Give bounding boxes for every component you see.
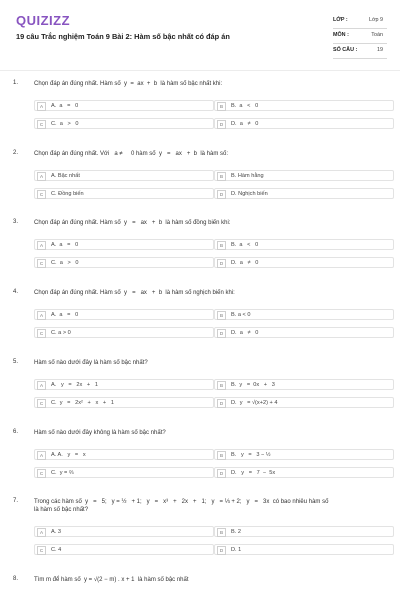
option-text: C. a > 0 [51,330,71,336]
answer-option-d[interactable] [214,118,394,129]
option-letter-box: B [217,451,226,460]
answer-option-a[interactable] [34,239,214,250]
question-text: Chọn đáp án đúng nhất. Hàm số y = ax + b là hàm số đồng biến khi: [34,220,231,226]
option-text: C. a > 0 [51,121,79,127]
meta-label: MÔN : [333,32,349,38]
question-number: 6. [13,429,19,435]
option-text: A. 3 [51,529,61,535]
answer-option-b[interactable] [214,449,394,460]
option-text: D. a ≠ 0 [231,121,259,127]
meta-label: LỚP : [333,17,348,23]
option-letter-box: C [37,120,46,129]
question-number: 5. [13,359,19,365]
option-letter-box: D [217,469,226,478]
option-text: B. a < 0 [231,242,259,248]
option-letter-box: B [217,102,226,111]
option-text: D. a ≠ 0 [231,330,259,336]
answer-option-b[interactable] [214,379,394,390]
meta-label: SỐ CÂU : [333,47,358,53]
option-letter-box: A [37,311,46,320]
option-text: C. Đồng biến [51,191,84,197]
option-text: D. 1 [231,547,242,553]
worksheet-header [0,0,400,64]
answer-option-c[interactable] [34,257,214,268]
answer-option-c[interactable] [34,118,214,129]
option-text: C. a > 0 [51,260,79,266]
option-text: C. y = ⅔ [51,470,74,476]
option-letter-box: C [37,399,46,408]
option-letter-box: A [37,172,46,181]
option-text: A. A. y = x [51,452,86,458]
answer-option-d[interactable] [214,257,394,268]
answer-option-a[interactable] [34,170,214,181]
question-number: 1. [13,80,19,86]
question-text: Hàm số nào dưới đây là hàm số bậc nhất? [34,360,148,366]
question-text: Hàm số nào dưới đây không là hàm số bậc nhất? [34,430,166,436]
option-letter-box: C [37,259,46,268]
option-letter-box: D [217,190,226,199]
answer-option-c[interactable] [34,327,214,338]
question-number: 4. [13,289,19,295]
option-letter-box: D [217,120,226,129]
answer-option-a[interactable] [34,309,214,320]
answer-option-b[interactable] [214,100,394,111]
option-letter-box: B [217,528,226,537]
option-letter-box: C [37,469,46,478]
option-letter-box: B [217,381,226,390]
question-number: 2. [13,150,19,156]
option-letter-box: D [217,259,226,268]
option-letter-box: A [37,451,46,460]
answer-option-d[interactable] [214,397,394,408]
answer-option-b[interactable] [214,526,394,537]
option-text: B. 2 [231,529,241,535]
meta-subject [333,29,387,44]
option-text: B. a < 0 [231,312,251,318]
option-letter-box: B [217,172,226,181]
answer-option-c[interactable] [34,544,214,555]
answer-option-a[interactable] [34,100,214,111]
answer-option-c[interactable] [34,397,214,408]
option-text: B. y = 0x + 3 [231,382,275,388]
option-text: C. y = 2x² + x + 1 [51,400,114,406]
option-text: D. Nghịch biến [231,191,268,197]
answer-option-d[interactable] [214,467,394,478]
question-number: 7. [13,498,19,504]
question-text: Chọn đáp án đúng nhất. Hàm số y = ax + b là hàm số nghịch biến khi: [34,290,235,296]
option-text: B. y = 3 − ½ [231,452,271,458]
option-text: D. a ≠ 0 [231,260,259,266]
option-text: C. 4 [51,547,62,553]
option-letter-box: A [37,528,46,537]
answer-option-a[interactable] [34,526,214,537]
meta-question-count [333,44,387,59]
option-text: B. a < 0 [231,103,259,109]
option-letter-box: B [217,241,226,250]
question-text: Chọn đáp án đúng nhất. Hàm số y = ax + b là hàm số bậc nhất khi: [34,81,223,87]
meta-grade [333,14,387,29]
answer-option-c[interactable] [34,467,214,478]
option-letter-box: C [37,546,46,555]
answer-option-a[interactable] [34,379,214,390]
page-title: 19 câu Trắc nghiệm Toán 9 Bài 2: Hàm số bậc nhất có đáp án [16,32,230,41]
option-text: A. y = 2x + 1 [51,382,98,388]
question-text: Tìm m để hàm số y = √(2 − m) . x + 1 là hàm số bậc nhất [34,577,189,583]
option-letter-box: D [217,399,226,408]
option-text: A. Bậc nhất [51,173,80,179]
option-text: D. y = √(x+2) + 4 [231,400,278,406]
question-number: 3. [13,219,19,225]
answer-option-b[interactable] [214,170,394,181]
option-text: A. a = 0 [51,103,79,109]
option-letter-box: A [37,241,46,250]
option-letter-box: A [37,102,46,111]
answer-option-c[interactable] [34,188,214,199]
meta-value: 19 [377,47,383,53]
answer-option-a[interactable] [34,449,214,460]
question-text: Trong các hàm số y = 5; y = ½ + 1; y = x³ + 2x + 1; y = ⅓ + 2; y = 3x có bao nhiêu hàm số là hàm số bậc nhất? [34,499,329,513]
question-number: 8. [13,576,19,582]
answer-option-b[interactable] [214,239,394,250]
meta-value: Toán [371,32,383,38]
answer-option-d[interactable] [214,327,394,338]
option-letter-box: C [37,190,46,199]
option-letter-box: D [217,329,226,338]
question-text: Chọn đáp án đúng nhất. Với a ≠ 0 hàm số y = ax + b là hàm số: [34,151,229,157]
option-letter-box: C [37,329,46,338]
option-text: A. a = 0 [51,312,79,318]
quizizz-logo: QUIZIZZ [16,13,71,28]
option-text: B. Hàm hằng [231,173,264,179]
answer-option-d[interactable] [214,188,394,199]
option-letter-box: D [217,546,226,555]
option-text: D. y = 7 − 5x [231,470,276,476]
meta-value: Lớp 9 [368,17,383,23]
header-divider [0,70,400,71]
answer-option-d[interactable] [214,544,394,555]
option-text: A. a = 0 [51,242,79,248]
option-letter-box: B [217,311,226,320]
answer-option-b[interactable] [214,309,394,320]
option-letter-box: A [37,381,46,390]
